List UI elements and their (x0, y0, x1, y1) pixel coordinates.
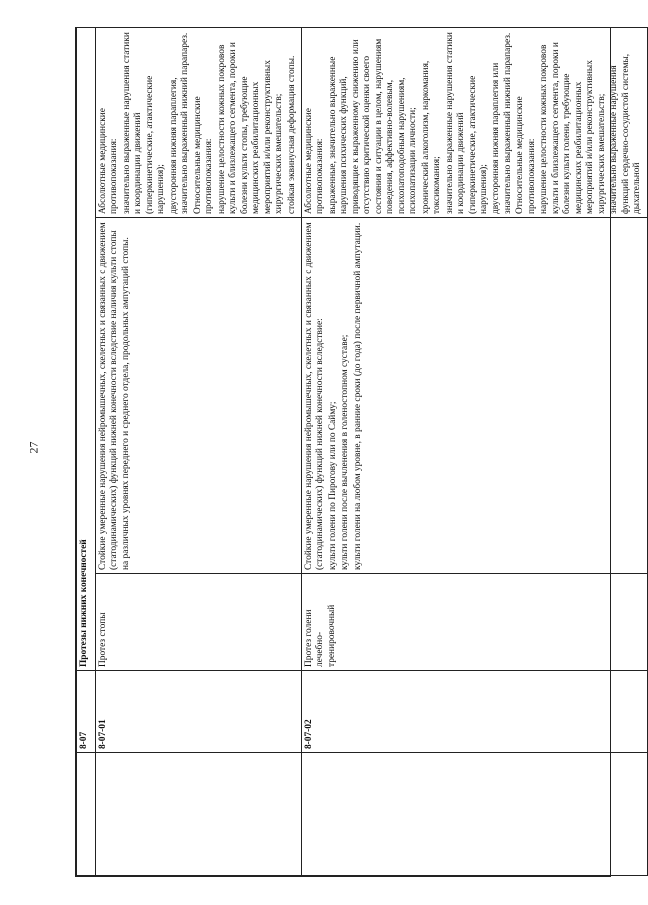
contraindication-line: двусторонняя нижняя параплегия, значительно выраженный нижний парапарез. (168, 32, 191, 214)
table-row (96, 27, 302, 875)
section-header-row (77, 27, 96, 875)
indication-line: культи голени по Пирогову или по Сайму; (327, 401, 338, 570)
row-contraindications (96, 27, 302, 217)
row-name: Протез стопы (96, 574, 302, 671)
row-contraindications (301, 27, 647, 217)
row-code: 8-07-02 (301, 671, 647, 753)
prosthesis-table (76, 27, 648, 876)
contraindication-line: стойкая эквинусная деформация стопы. (286, 55, 297, 214)
row-name: Протез голени лечебно-тренировочный (301, 574, 647, 671)
contraindication-line: Относительные медицинские противопоказания: (515, 96, 537, 214)
row-indications (301, 218, 647, 574)
contraindication-line: двусторонняя нижняя параплегия или значительно выраженный нижний парапарез. (491, 32, 513, 214)
contraindication-line: значительно выраженные нарушения функций сердечно-сосудистой системы, дыхательной (609, 53, 643, 214)
document-table-frame (75, 27, 643, 877)
row-indications: Стойкие умеренные нарушения нейромышечных, скелетных и связанных с движением (статодинамических) функций нижней конечности вследствие наличия культи стопы на различных уровнях переднего и среднего отдела, продольных ампутаций стопы. (96, 218, 302, 574)
section-code: 8-07 (77, 671, 96, 753)
contraindication-line: значительно выраженные нарушения статики и координации движений (гиперкинетические, атактические нарушения); (444, 32, 489, 214)
row-code: 8-07-01 (96, 671, 302, 753)
contraindication-line: значительно выраженные нарушения статики и координации движений (гиперкинетические, атактические нарушения); (121, 32, 167, 214)
contraindication-line: нарушение целостности кожных покровов культи и близлежащего сегмента, пороки и болезни культи голени, требующие медицинских реабилитационных мероприятий и/или реконструктивных хирургических вмешательств; (539, 42, 607, 214)
contraindication-line: выраженные, значительно выраженные нарушения психических функций, приводящие к выраженному снижению или отсутствию критической оценки своего состояния и ситуации в целом, нарушениям поведения, аффективно-волевым, психопатоподобным нарушениям, психопатизации личности; (327, 38, 419, 214)
indication-line: Стойкие умеренные нарушения нейромышечных, скелетных и связанных с движением (статодинамических) функций нижней конечности вследствие: (303, 222, 326, 570)
contraindication-line: нарушение целостности кожных покровов культи и близлежащего сегмента, пороки и болезни культи стопы, требующие медицинских реабилитационных мероприятий и/или реконструктивных хирургических вмешательств; (216, 42, 285, 214)
indication-line: культи голени после вычленения в голеностопном суставе; (340, 334, 351, 570)
contraindication-line: Абсолютные медицинские противопоказания: (98, 108, 120, 214)
contraindication-line: Относительные медицинские противопоказания: (192, 96, 215, 214)
rotated-table-container (76, 28, 643, 876)
blank-cell (96, 753, 302, 876)
contraindication-line: хронический алкоголизм, наркомания, токсикомания; (420, 60, 443, 214)
blank-cell (77, 753, 96, 876)
blank-cell (301, 753, 647, 876)
table-row (301, 27, 647, 875)
contraindication-line: Абсолютные медицинские противопоказания: (303, 108, 326, 214)
section-title: Протезы нижних конечностей (77, 27, 96, 670)
indication-line: культи голени на любом уровне, в ранние сроки (до года) после первичной ампутации. (352, 222, 363, 570)
page-number: 27 (26, 441, 41, 454)
